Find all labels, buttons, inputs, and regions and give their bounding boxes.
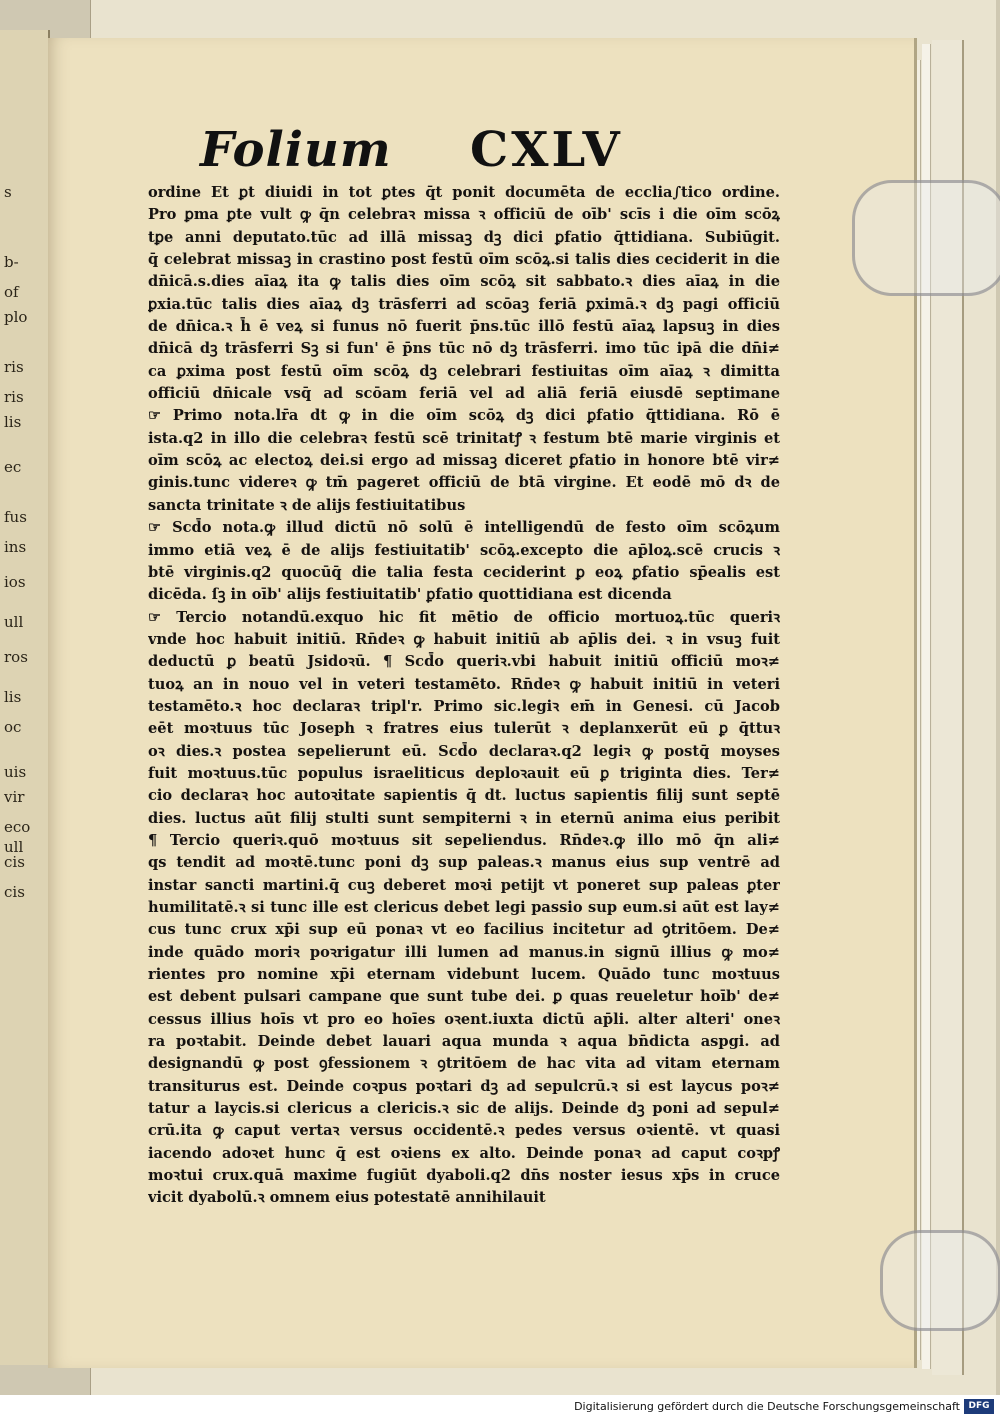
left-page-fragment: of [4,283,19,301]
text-line: tatur a laycis.si clericus a clericis.ꝛ sic de alijs. Deinde dꝫ poni ad sepul≠ [148,1100,780,1118]
text-line: moꝛtui crux.quā maxime fugiūt dyaboli.q2 dn̄s noster iesus xp̄s in cruce [148,1167,780,1185]
left-page-fragment: cis [4,883,25,901]
left-page-margin [0,30,50,1365]
text-line: immo etiā veꝝ ē de alijs festiuitatib' scōꝝ.excepto die ap̄loꝝ.scē crucis ꝛ [148,541,780,559]
text-line: dn̄icā.s.dies aīaꝝ ita ꝙ talis dies oīm scōꝝ sit sabbato.ꝛ dies aīaꝝ in die [148,273,780,291]
text-line: dn̄icā dꝫ trāsferri Sꝫ si fun' ē p̄ns tūc nō dꝫ trāsferri. imo tūc ipā die dn̄i≠ [148,340,780,358]
dfg-logo: DFG [964,1399,994,1414]
text-line: testamēto.ꝛ hoc declaraꝛ tripl'r. Primo sic.legiꝛ em̄ in Genesi. cū Jacob [148,697,780,715]
left-page-fragment: cis [4,853,25,871]
left-page-fragment: b- [4,253,19,271]
left-page-fragment: eco [4,818,31,836]
text-line: de dn̄ica.ꝛ h̄ ē veꝝ si funus nō fuerit p̄ns.tūc illō festū aīaꝝ lapsuꝫ in dies [148,318,780,336]
text-line: fuit moꝛtuus.tūc populus israeliticus deploꝛauit eū ꝑ triginta dies. Ter≠ [148,764,780,782]
text-line: q̄ celebrat missaꝫ in crastino post festū oīm scōꝝ.si talis dies ceciderit in die [148,251,780,269]
left-page-fragment: ris [4,358,24,376]
left-page-fragment: fus [4,508,27,526]
text-line: ista.q2 in illo die celebraꝛ festū scē trinitatꝭ ꝛ festum btē marie virginis et [148,429,780,447]
text-line: ginis.tunc videreꝛ ꝙ tm̄ pageret officiū de btā virgine. Et eodē mō dꝛ de [148,474,780,492]
left-page-fragment: ins [4,538,27,556]
text-line: btē virginis.q2 quocūq̄ die talia festa ceciderint ꝑ eoꝝ ꝑfatio sp̄ealis est [148,563,780,581]
text-line: sancta trinitate ꝛ de alijs festiuitatibus [148,496,466,514]
left-page-fragment: lis [4,413,22,431]
text-line: transiturus est. Deinde coꝛpus poꝛtari dꝫ ad sepulcrū.ꝛ si est laycus poꝛ≠ [148,1077,780,1095]
left-page-fragment: ull [4,838,24,856]
text-line: vnde hoc habuit initiū. Rn̄deꝛ ꝙ habuit initiū ab ap̄lis dei. ꝛ in vsuꝫ fuit [148,630,780,648]
text-line: tuoꝝ an in nouo vel in veteri testamēto. Rn̄deꝛ ꝙ habuit initiū in veteri [148,675,780,693]
text-line: dies. luctus aūt filij stulti sunt sempiterni ꝛ in eternū anima eius peribit [148,809,780,827]
text-line: tꝑe anni deputato.tūc ad illā missaꝫ dꝫ dici ꝑfatio q̄ttidiana. Subiūgit. [148,228,780,246]
funding-credit: Digitalisierung gefördert durch die Deutsche Forschungsgemeinschaft [574,1400,960,1413]
body-text [148,182,780,1210]
text-line: cio declaraꝛ hoc autoꝛitate sapientis q̄ dt. luctus sapientis filij sunt septē [148,787,780,805]
left-page-fragment: ios [4,573,26,591]
text-line: qs tendit ad moꝛtē.tunc poni dꝫ sup paleas.ꝛ manus eius sup ventrē ad [148,854,780,872]
left-page-fragment: ec [4,458,22,476]
text-line: ¶ Tercio queriꝛ.quō moꝛtuus sit sepeliendus. Rn̄deꝛ.ꝙ illo mō q̄n ali≠ [148,831,780,849]
text-line: humilitatē.ꝛ si tunc ille est clericus debet legi passio sup eum.si aūt est lay≠ [148,899,780,916]
left-page-fragment: plo [4,308,28,326]
text-line: ordine Et ꝑt diuidi in tot ꝑtes q̄t ponit documēta de ecclia∫tico ordine. [148,184,780,201]
text-line: designandū ꝙ post ꝯfessionem ꝛ ꝯtritōem de hac vita ad vitam eternam [148,1055,780,1073]
left-page-fragment: ris [4,388,24,406]
text-line: dicēda. ſꝫ in oīb' alijs festiuitatib' ꝑfatio quottidiana est dicenda [148,586,672,604]
text-line: officiū dn̄icale vsq̄ ad scōam feriā vel ad aliā feriā eiusdē septimane [148,385,780,403]
text-line: oīm scōꝝ ac electoꝝ dei.si ergo ad missaꝫ diceret ꝑfatio in honore btē vir≠ [148,452,780,470]
page-heading [200,122,660,182]
text-line: cus tunc crux xp̄i sup eū ponaꝛ vt eo facilius incitetur ad ꝯtritōem. De≠ [148,921,780,939]
text-line: Pro ꝑma ꝑte vult ꝙ q̄n celebraꝛ missa ꝛ officiū de oīb' scīs i die oīm scōꝝ [148,206,780,224]
folio-numeral: CXLV [470,122,623,178]
text-line: rientes pro nomine xp̄i eternam videbunt lucem. Quādo tunc moꝛtuus [148,966,780,984]
left-page-fragment: ros [4,648,28,666]
text-line: ꝑxia.tūc talis dies aīaꝝ dꝫ trāsferri ad scōaꝫ feriā ꝑximā.ꝛ dꝫ pagi officiū [148,295,780,313]
text-line: ☞ Tercio notandū.exquo hic fit mētio de officio mortuoꝝ.tūc queriꝛ [148,608,780,626]
text-line: ra poꝛtabit. Deinde debet lauari aqua munda ꝛ aqua bn̄dicta aspgi. ad [148,1033,780,1051]
left-page-fragment: lis [4,688,22,706]
text-line: iacendo adoꝛet hunc q̄ est oꝛiens ex alto. Deinde ponaꝛ ad caput coꝛpꝭ [148,1144,780,1162]
text-line: oꝛ dies.ꝛ postea sepelierunt eū. Scd̄o declaraꝛ.q2 legiꝛ ꝙ postq̄ moyses [148,742,780,760]
text-line: inde quādo moriꝛ poꝛrigatur illi lumen ad manus.in signū illius ꝙ mo≠ [148,943,780,961]
left-page-fragment: vir [4,788,25,806]
text-line: cessus illius hoīs vt pro eo hoīes oꝛent.iuxta dictū ap̄li. alter alteri' oneꝛ [148,1010,780,1028]
text-line: deductū ꝑ beatū Jsidoꝛū. ¶ Scd̄o queriꝛ.vbi habuit initiū officiū moꝛ≠ [148,653,780,671]
text-line: ca ꝑxima post festū oīm scōꝝ dꝫ celebrari festiuitas oīm aīaꝝ ꝛ dimitta [148,362,780,380]
left-page-fragment: oc [4,718,22,736]
text-line: ☞ Scd̄o nota.ꝙ illud dictū nō solū ē intelligendū de festo oīm scōꝝum [148,519,780,537]
left-page-fragment: uis [4,763,27,781]
text-line: eēt moꝛtuus tūc Joseph ꝛ fratres eius tulerūt ꝛ deplanxerūt eū ꝑ q̄ttuꝛ [148,720,780,738]
left-page-fragment: s [4,183,12,201]
folium-label: Folium [200,122,392,178]
text-line: vicit dyabolū.ꝛ omnem eius potestatē annihilauit [148,1189,546,1207]
page-clip [852,180,1000,296]
left-page-fragment: ull [4,613,24,631]
text-line: instar sancti martini.q̄ cuꝫ deberet moꝛi petijt vt poneret sup paleas ꝑter [148,876,780,894]
page-clip [880,1230,1000,1331]
text-line: crū.ita ꝙ caput vertaꝛ versus occidentē.ꝛ pedes versus oꝛientē. vt quasi [148,1122,780,1140]
text-line: est debent pulsari campane que sunt tube dei. ꝑ quas reueletur hoīb' de≠ [148,988,780,1006]
text-line: ☞ Primo nota.lr̄a dt ꝙ in die oīm scōꝝ dꝫ dici ꝑfatio q̄ttidiana. Rō ē [148,407,780,425]
